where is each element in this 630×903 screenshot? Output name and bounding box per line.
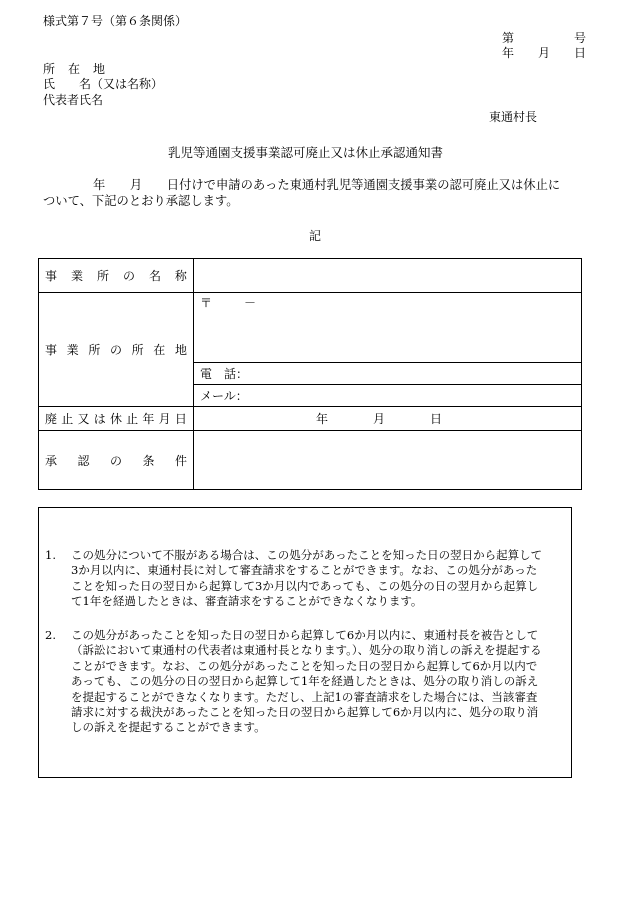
- table-row-date: [39, 407, 582, 431]
- notice-item-2: [45, 628, 569, 738]
- char: 所: [88, 343, 101, 357]
- postal-mark: 〒: [200, 296, 213, 310]
- facility-address-label: [39, 293, 194, 407]
- char: は: [93, 412, 106, 426]
- char: 地: [174, 343, 187, 357]
- notice-number: 1.: [45, 548, 56, 562]
- intro-line-1: 年 月 日付けで申請のあった東通村乳児等通園支援事業の認可廃止又は休止に: [93, 178, 561, 192]
- char: 在: [153, 343, 166, 357]
- phone-field[interactable]: [194, 363, 582, 385]
- phone-label: 電 話：: [200, 367, 249, 381]
- char: 月: [158, 412, 171, 426]
- number-suffix: 号: [573, 31, 586, 45]
- char: 件: [174, 453, 187, 468]
- table-row-facility-name: [39, 259, 582, 293]
- char: 業: [70, 269, 83, 283]
- notice-line: この処分があったことを知った日の翌日から起算して6か月以内に、東通村長を被告として: [71, 628, 539, 642]
- form-id: 様式第７号（第６条関係）: [43, 14, 188, 28]
- recipient-name-label: [43, 77, 163, 91]
- char: 又: [77, 412, 90, 426]
- notice-item-1: [45, 548, 569, 610]
- char: 日: [174, 412, 187, 426]
- issue-date-month: 月: [537, 46, 550, 60]
- notice-text: [71, 628, 569, 736]
- table-row-address: [39, 293, 582, 363]
- suspension-date-value[interactable]: [194, 407, 582, 431]
- mail-label: メール：: [200, 389, 248, 403]
- approval-conditions-label: [39, 431, 194, 490]
- char: 条: [142, 453, 155, 468]
- char: 名: [148, 269, 161, 283]
- mail-field[interactable]: [194, 385, 582, 407]
- approval-conditions-value[interactable]: [194, 431, 582, 490]
- issue-date-year: 年: [502, 46, 515, 60]
- char: の: [109, 453, 122, 468]
- char: 業: [66, 343, 79, 357]
- char: 認: [77, 453, 90, 468]
- char: 所: [131, 343, 144, 357]
- date-month: 月: [372, 412, 385, 426]
- notice-line: この処分について不服がある場合は、この処分があったことを知った日の翌日から起算して: [71, 548, 543, 562]
- char: 事: [45, 269, 58, 283]
- date-year: 年: [316, 412, 329, 426]
- facility-address-value[interactable]: [194, 293, 582, 363]
- postal-dash: －: [244, 296, 257, 310]
- notice-line: て1年を経過したときは、審査請求をすることができなくなります。: [71, 594, 423, 609]
- char: の: [109, 343, 122, 357]
- char: 承: [45, 453, 58, 468]
- document-number: [502, 31, 586, 45]
- intro-line-2: ついて、下記のとおり承認します。: [43, 194, 239, 208]
- char: の: [122, 269, 135, 283]
- notice-line: 3か月以内に、東通村長に対して審査請求をすることができます。なお、この処分があった: [71, 563, 538, 578]
- char: 廃: [45, 412, 58, 426]
- notice-line: （訴訟において東通村の代表者は東通村長となります。）、処分の取り消しの訴えを提起する: [71, 643, 542, 658]
- char: 氏: [43, 77, 56, 91]
- char: 止: [61, 412, 74, 426]
- notice-text: [71, 548, 569, 610]
- char: 称: [174, 269, 187, 283]
- notice-line: を提起することができなくなります。ただし、上記1の審査請求をした場合には、当該審査: [71, 689, 538, 704]
- notice-line: あっても、この処分の日の翌日から起算して1年を経過したときは、処分の取り消しの訴え: [71, 674, 539, 689]
- char: 名（又は名称）: [79, 77, 164, 91]
- recipient-representative-label: 代表者氏名: [43, 93, 104, 107]
- notice-number: 2.: [45, 628, 56, 642]
- number-prefix: 第: [502, 31, 515, 45]
- info-table: [38, 258, 582, 490]
- issue-date-day: 日: [573, 46, 586, 60]
- date-day: 日: [429, 412, 442, 426]
- appeal-notice-box: [38, 507, 572, 778]
- table-row-conditions: [39, 431, 582, 490]
- char: 所: [96, 269, 109, 283]
- notice-line: ことを知った日の翌日から起算して3か月以内であっても、この処分の日の翌月から起算し: [71, 578, 539, 593]
- issue-date: [502, 46, 586, 60]
- char: 地: [92, 62, 105, 76]
- char: 年: [142, 412, 155, 426]
- notice-line: しの訴えを提起することができます。: [71, 720, 266, 735]
- facility-name-label: [39, 259, 194, 293]
- document-title: 乳児等通園支援事業認可廃止又は休止承認通知書: [168, 145, 444, 160]
- char: 在: [67, 62, 80, 76]
- issuer: 東通村長: [489, 110, 538, 124]
- char: 所: [43, 62, 56, 76]
- facility-name-value[interactable]: [194, 259, 582, 293]
- char: 止: [126, 412, 139, 426]
- char: 事: [45, 343, 58, 357]
- suspension-date-label: [39, 407, 194, 431]
- notice-line: 請求に対する裁決があったことを知った日の翌日から起算して6か月以内に、処分の取り消: [71, 705, 539, 720]
- ki-mark: 記: [309, 229, 322, 243]
- recipient-address-label: [43, 62, 105, 76]
- char: 休: [109, 412, 122, 426]
- notice-line: ことができます。なお、この処分があったことを知った日の翌日から起算して6か月以内で: [71, 658, 538, 673]
